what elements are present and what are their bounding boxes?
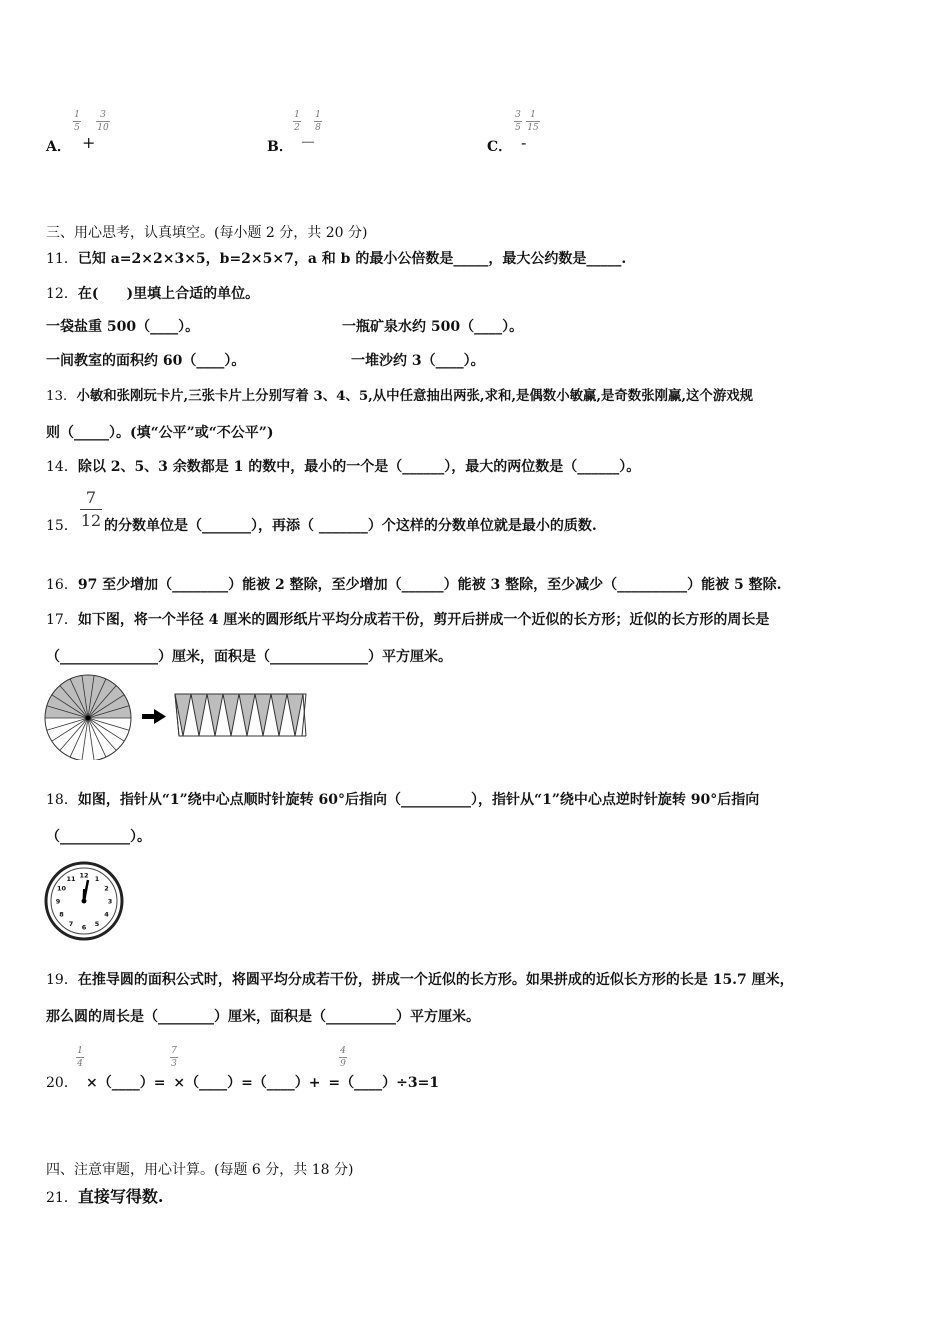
clock-number-12: 12	[79, 871, 89, 880]
option-b-operator: －	[300, 133, 317, 152]
section-3-title: 三、用心思考，认真填空。(每小题 2 分，共 20 分)	[46, 225, 368, 241]
question-11	[46, 248, 626, 268]
question-21-number: 21．	[46, 1190, 78, 1206]
clock-number-4: 4	[104, 910, 109, 919]
option-b-fraction-2: 1 8	[315, 110, 321, 133]
question-12-line-1a: 一袋盐重 500（____）。	[46, 319, 200, 335]
question-20-text: ×（____）= ×（____）=（____）+ =（____）÷3=1	[86, 1075, 440, 1091]
question-14: 14．除以 2、5、3 余数都是 1 的数中，最小的一个是（______），最大的两位数是（______）。	[46, 459, 641, 475]
question-16-number: 16．	[46, 577, 78, 593]
clock-number-8: 8	[59, 910, 64, 919]
question-11-text: 已知 a=2×2×3×5，b=2×5×7，a 和 b 的最小公倍数是_____，最大公约数是_____.	[77, 251, 627, 267]
section-4-title: 四、注意审题，用心计算。(每题 6 分，共 18 分)	[46, 1162, 354, 1178]
question-12-line-2a: 一间教室的面积约 60（____）。	[46, 353, 246, 369]
question-15-fraction: 7 12	[80, 488, 102, 530]
question-18-line-2: （__________）。	[46, 829, 151, 845]
question-12-line-2b: 一堆沙约 3（____）。	[351, 353, 485, 369]
arrow-icon	[142, 709, 166, 724]
question-19-line-1: 19．在推导圆的面积公式时，将圆平均分成若干份，拼成一个近似的长方形。如果拼成的近似长方形的长是 15.7 厘米，	[46, 972, 794, 988]
question-12-text: 在( )里填上合适的单位。	[77, 286, 260, 302]
question-19-number: 19．	[46, 972, 78, 988]
clock-number-7: 7	[68, 919, 74, 928]
question-20-fraction-2: 7 3	[171, 1046, 177, 1069]
approximate-rectangle	[175, 694, 306, 736]
question-12	[46, 283, 259, 303]
question-20-number: 20．	[46, 1075, 78, 1091]
question-20-fraction-1: 1 4	[77, 1046, 83, 1069]
clock-number-11: 11	[66, 874, 76, 883]
question-17-number: 17．	[46, 612, 78, 628]
clock-number-5: 5	[94, 919, 100, 928]
question-15-text: 的分数单位是（_______），再添（ _______）个这样的分数单位就是最小的质数.	[104, 518, 597, 534]
question-21: 21．直接写得数.	[46, 1187, 164, 1206]
question-18-number: 18．	[46, 792, 78, 808]
question-17-line-1: 17．如下图，将一个半径 4 厘米的圆形纸片平均分成若干份，剪开后拼成一个近似的长方形；近似的长方形的周长是	[46, 612, 770, 628]
question-18-line-1: 18．如图，指针从“1”绕中心点顺时针旋转 60°后指向（__________），指针从“1”绕中心点逆时针旋转 90°后指向	[46, 792, 760, 808]
question-14-number: 14．	[46, 459, 78, 475]
option-a-operator: +	[82, 133, 96, 152]
clock-number-9: 9	[55, 897, 61, 906]
clock-number-6: 6	[81, 923, 87, 932]
clock-number-2: 2	[104, 884, 109, 893]
question-11-number: 11．	[46, 251, 78, 267]
option-b-letter: B．	[267, 139, 293, 155]
option-a-fraction-1: 1 5	[74, 110, 80, 133]
question-12-line-1b: 一瓶矿泉水约 500（____）。	[342, 319, 524, 335]
divided-circle	[45, 675, 131, 760]
question-15-number: 15．	[46, 518, 78, 534]
option-c-fraction-2: 1 15	[527, 110, 539, 133]
option-c-fraction-1: 3 5	[515, 110, 521, 133]
option-a-letter: A．	[46, 139, 71, 155]
option-c-operator: -	[521, 133, 527, 152]
option-b-fraction-1: 1 2	[294, 110, 300, 133]
clock-number-10: 10	[56, 884, 67, 893]
question-19-line-2: 那么圆的周长是（________）厘米，面积是（__________）平方厘米。	[46, 1009, 480, 1025]
clock-figure	[44, 858, 126, 944]
option-c-letter: C．	[487, 139, 513, 155]
question-13-line-1: 13．小敏和张刚玩卡片,三张卡片上分别写着 3、4、5,从中任意抽出两张,求和,是偶数小敏赢,是奇数张刚赢,这个游戏规	[46, 388, 753, 404]
question-13-number: 13．	[46, 389, 77, 404]
question-13-line-2: 则（_____）。(填“公平”或“不公平”)	[46, 425, 274, 441]
question-20-fraction-3: 4 9	[340, 1046, 346, 1069]
question-16: 16．97 至少增加（________）能被 2 整除，至少增加（______）能被 3 整除，至少减少（__________）能被 5 整除.	[46, 577, 782, 593]
clock-number-3: 3	[107, 897, 113, 906]
option-a-fraction-2: 3 10	[97, 110, 109, 133]
question-12-number: 12．	[46, 286, 78, 302]
circle-to-rectangle-figure	[44, 674, 314, 760]
question-17-line-2: （______________）厘米，面积是（______________）平方厘米。	[46, 649, 452, 665]
clock-number-1: 1	[94, 874, 100, 883]
